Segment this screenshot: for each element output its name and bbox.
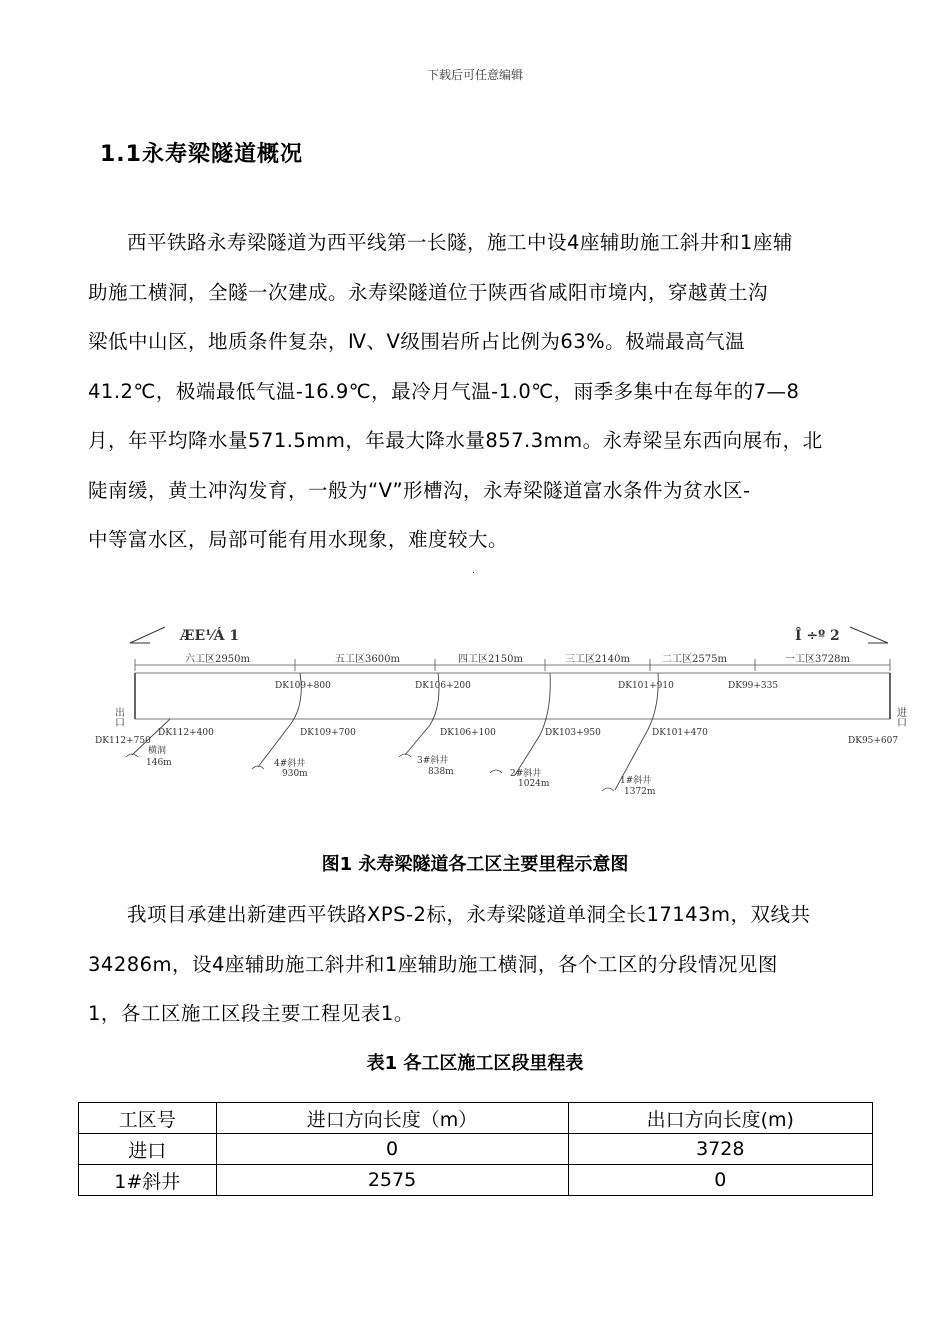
shaft-name: 3#斜井 (417, 756, 449, 766)
table-header-cell: 工区号 (79, 1103, 217, 1134)
table-cell: 1#斜井 (79, 1165, 217, 1196)
entry-portal-label-vertical: 进口 (894, 707, 906, 727)
right-arrow-label: Î ÷º 2 (795, 628, 840, 644)
section-label: 五工区3600m (335, 654, 400, 665)
left-direction-arrow (130, 627, 165, 643)
table-header-cell: 进口方向长度（m） (216, 1103, 568, 1134)
shaft-chainage: DK103+950 (545, 728, 601, 738)
tunnel-mileage-diagram (95, 615, 906, 810)
project-paragraph (88, 890, 863, 1039)
shaft-name: 2#斜井 (510, 769, 542, 779)
table-cell: 2575 (216, 1165, 568, 1196)
table-caption: 表1 各工区施工区段里程表 (366, 1053, 584, 1074)
paragraph-line: 34286m，设4座辅助施工斜井和1座辅助施工横洞，各个工区的分段情况见图 (88, 952, 778, 976)
top-chainage: DK109+800 (275, 681, 331, 691)
table-header-cell: 出口方向长度(m) (568, 1103, 872, 1134)
paragraph-line: 我项目承建出新建西平铁路XPS-2标，永寿梁隧道单洞全长17143m，双线共 (127, 903, 811, 926)
shaft-length: 1024m (518, 779, 550, 789)
table-row (79, 1134, 873, 1165)
shaft-chainage: DK106+100 (440, 728, 496, 738)
shaft-name: 横洞 (148, 746, 167, 756)
shaft-length: 838m (428, 767, 454, 777)
shaft-name: 1#斜井 (620, 776, 652, 786)
top-chainage: DK101+910 (618, 681, 674, 691)
top-chainage: DK106+200 (415, 681, 471, 691)
shaft-name: 4#斜井 (274, 759, 306, 769)
paragraph-line: 1，各工区施工区段主要工程见表1。 (88, 1002, 414, 1025)
right-direction-arrow (850, 627, 888, 643)
header-note: 下载后可任意编辑 (426, 68, 523, 82)
figure-caption: 图1 永寿梁隧道各工区主要里程示意图 (321, 854, 629, 875)
top-chainage: DK99+335 (728, 681, 779, 691)
end-chainage-right: DK95+607 (848, 736, 899, 746)
table-cell: 0 (216, 1134, 568, 1165)
shaft-length: 1372m (624, 787, 656, 797)
left-arrow-label: ÆE¹⁄Á 1 (180, 628, 240, 644)
shaft-chainage: DK101+470 (652, 728, 708, 738)
stray-mark: · (472, 568, 476, 579)
shaft-length: 930m (282, 769, 308, 779)
table-row (79, 1165, 873, 1196)
shaft-length: 146m (146, 758, 172, 768)
overview-paragraph (88, 218, 863, 565)
table-cell: 3728 (568, 1134, 872, 1165)
section-title: 1.1永寿梁隧道概况 (100, 142, 303, 167)
exit-portal-label-vertical: 出口 (112, 707, 124, 727)
paragraph-line: 中等富水区，局部可能有用水现象，难度较大。 (88, 528, 509, 551)
section-label: 六工区2950m (185, 654, 250, 665)
end-chainage-left: DK112+750 (95, 736, 151, 746)
section-label: 二工区2575m (662, 654, 727, 665)
paragraph-line: 西平铁路永寿梁隧道为西平线第一长隧，施工中设4座辅助施工斜井和1座辅 (127, 231, 793, 254)
table-header-row (79, 1103, 873, 1134)
paragraph-line: 陡南缓，黄土冲沟发育，一般为“V”形槽沟，永寿梁隧道富水条件为贫水区- (88, 478, 751, 502)
mileage-table (78, 1102, 873, 1196)
shaft-chainage: DK112+400 (158, 728, 214, 738)
shaft-chainage: DK109+700 (300, 728, 356, 738)
section-label: 一工区3728m (785, 654, 850, 665)
table-cell: 0 (568, 1165, 872, 1196)
table-cell: 进口 (79, 1134, 217, 1165)
tunnel-body (135, 673, 890, 719)
paragraph-line: 月，年平均降水量571.5mm，年最大降水量857.3mm。永寿梁呈东西向展布，北 (88, 429, 823, 452)
paragraph-line: 梁低中山区，地质条件复杂，Ⅳ、Ⅴ级围岩所占比例为63%。极端最高气温 (88, 330, 746, 353)
section-label: 三工区2140m (565, 654, 630, 665)
section-label: 四工区2150m (458, 654, 523, 665)
paragraph-line: 助施工横洞，全隧一次建成。永寿梁隧道位于陕西省咸阳市境内，穿越黄土沟 (88, 280, 769, 304)
paragraph-line: 41.2℃，极端最低气温-16.9℃，最冷月气温-1.0℃，雨季多集中在每年的7—8 (88, 379, 800, 403)
